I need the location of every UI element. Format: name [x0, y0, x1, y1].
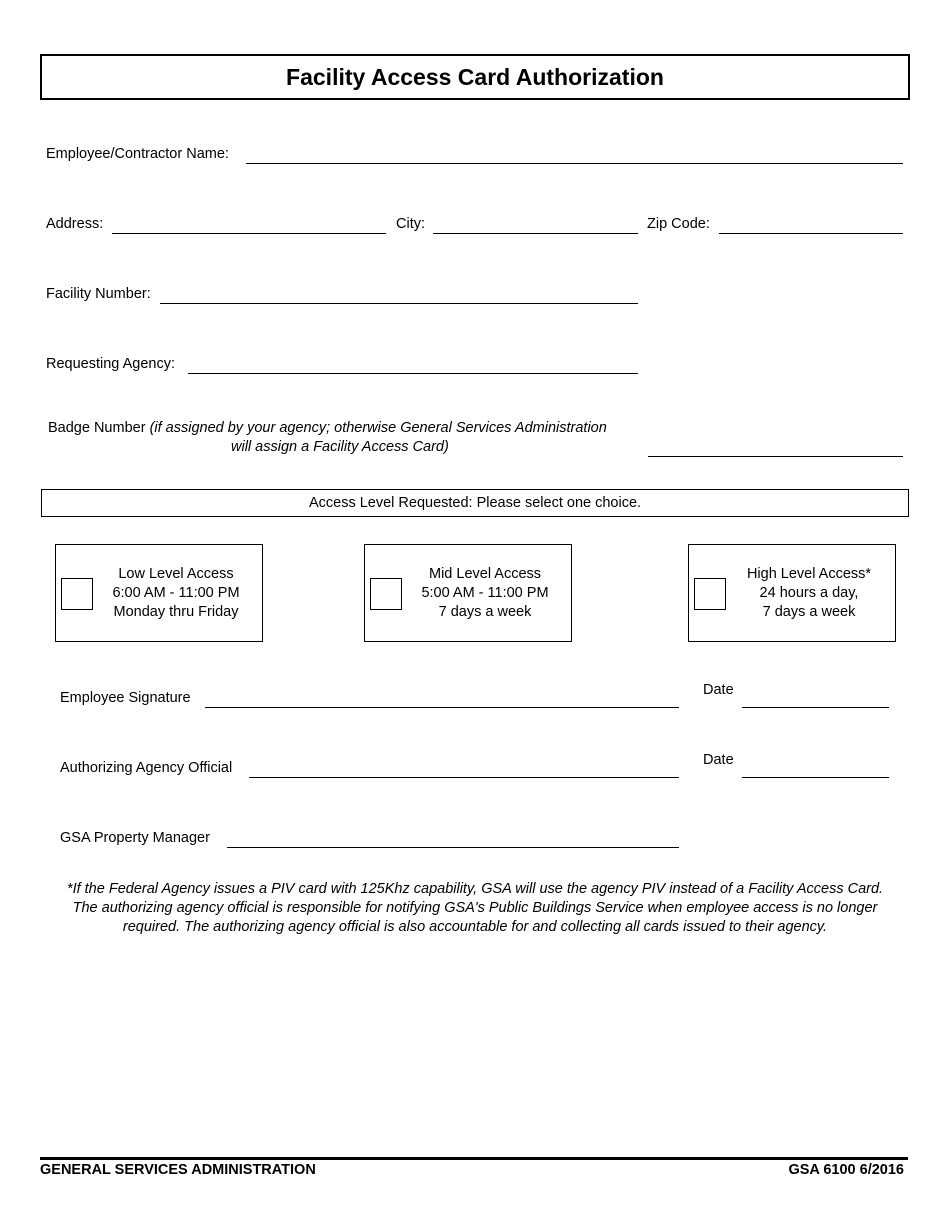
form-title: Facility Access Card Authorization — [286, 63, 664, 90]
access-option-high — [688, 544, 896, 642]
access-low-text — [96, 565, 256, 622]
badge-field[interactable] — [648, 438, 903, 457]
access-option-low — [55, 544, 263, 642]
access-mid-title: Mid Level Access — [428, 566, 542, 582]
name-label: Employee/Contractor Name: — [46, 146, 229, 162]
official-date-label: Date — [703, 752, 734, 768]
address-field[interactable] — [112, 215, 386, 234]
access-high-days: 7 days a week — [762, 604, 856, 620]
facility-field[interactable] — [160, 285, 638, 304]
manager-label: GSA Property Manager — [60, 830, 210, 846]
access-high-text — [729, 565, 889, 622]
badge-label: Badge Number — [48, 420, 146, 436]
access-option-mid — [364, 544, 572, 642]
address-label: Address: — [46, 216, 104, 232]
employee-signature-field[interactable] — [205, 689, 679, 708]
official-label: Authorizing Agency Official — [60, 760, 233, 776]
zip-label: Zip Code: — [647, 216, 710, 232]
official-signature-field[interactable] — [249, 759, 679, 778]
employee-date-field[interactable] — [742, 689, 889, 708]
footer-rule — [40, 1157, 908, 1160]
access-low-checkbox[interactable] — [61, 578, 93, 610]
access-low-hours: 6:00 AM - 11:00 PM — [112, 585, 240, 601]
access-level-header — [41, 489, 909, 517]
agency-label: Requesting Agency: — [46, 356, 175, 372]
badge-label-row — [48, 419, 607, 437]
footnote: *If the Federal Agency issues a PIV card with 125Khz capability, GSA will use the agency PIV instead of a Facility Access Card. The authorizing agency official is responsible for notifying GSA's Public Buildings Service when employee access is no longer required. The authorizing agency official is also accountable for and collecting all cards issued to their agency. — [66, 881, 884, 935]
footer-agency: GENERAL SERVICES ADMINISTRATION — [40, 1162, 316, 1178]
access-level-header-text: Access Level Requested: Please select one choice. — [308, 495, 642, 511]
form-title-box — [40, 54, 910, 100]
name-field[interactable] — [246, 145, 903, 164]
access-mid-days: 7 days a week — [438, 604, 532, 620]
access-high-title: High Level Access* — [746, 566, 872, 582]
access-mid-hours: 5:00 AM - 11:00 PM — [421, 585, 549, 601]
manager-signature-field[interactable] — [227, 829, 679, 848]
access-mid-text — [405, 565, 565, 622]
facility-label: Facility Number: — [46, 286, 151, 302]
employee-signature-label: Employee Signature — [60, 690, 191, 706]
access-low-days: Monday thru Friday — [113, 604, 239, 620]
access-high-hours: 24 hours a day, — [759, 585, 859, 601]
badge-note-1: (if assigned by your agency; otherwise General Services Administration — [149, 420, 607, 436]
footer-form-number: GSA 6100 6/2016 — [788, 1162, 904, 1178]
access-high-checkbox[interactable] — [694, 578, 726, 610]
badge-note-2: will assign a Facility Access Card) — [231, 439, 449, 455]
city-field[interactable] — [433, 215, 638, 234]
city-label: City: — [396, 216, 425, 232]
agency-field[interactable] — [188, 355, 638, 374]
access-mid-checkbox[interactable] — [370, 578, 402, 610]
access-low-title: Low Level Access — [118, 566, 234, 582]
official-date-field[interactable] — [742, 759, 889, 778]
zip-field[interactable] — [719, 215, 903, 234]
employee-date-label: Date — [703, 682, 734, 698]
